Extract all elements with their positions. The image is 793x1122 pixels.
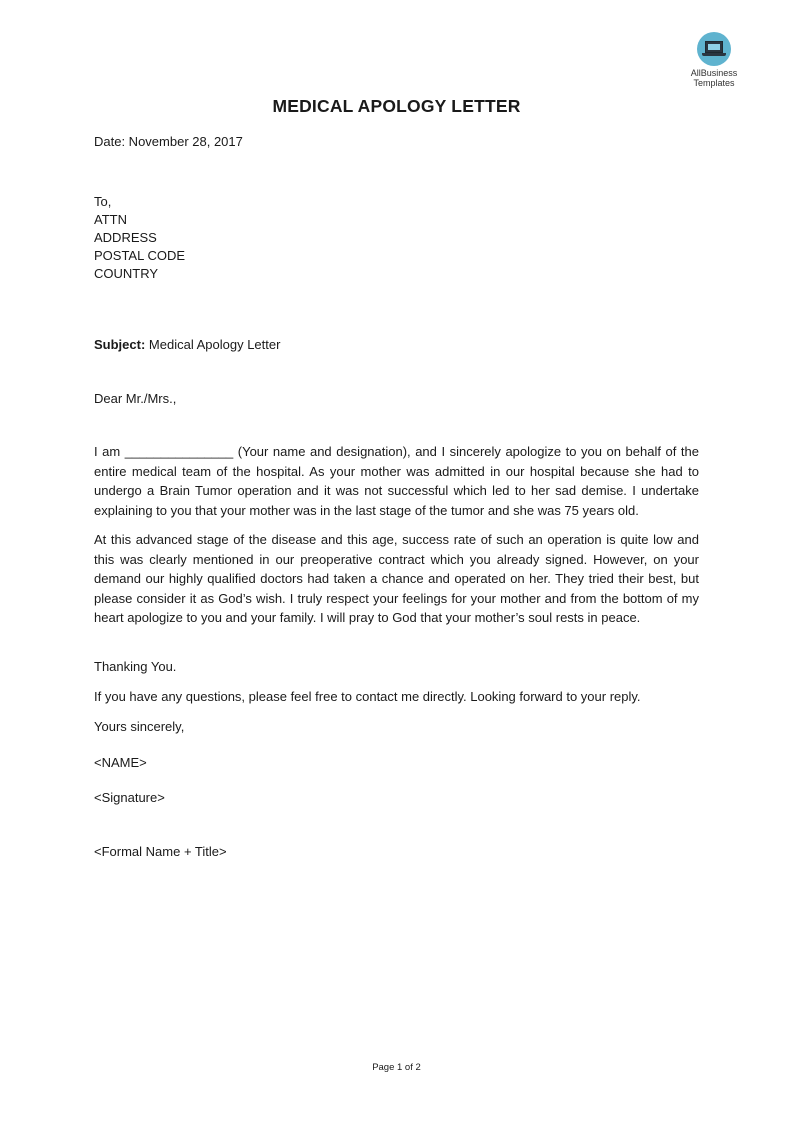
closing: Yours sincerely, xyxy=(94,719,185,734)
subject-label: Subject: xyxy=(94,337,146,352)
document-title: MEDICAL APOLOGY LETTER xyxy=(272,96,521,116)
recipient-address: ADDRESS xyxy=(94,230,157,245)
recipient-postal-code: POSTAL CODE xyxy=(94,248,186,263)
name-placeholder: <NAME> xyxy=(94,755,147,770)
recipient-country: COUNTRY xyxy=(94,266,159,281)
formal-name-placeholder: <Formal Name + Title> xyxy=(94,844,227,859)
salutation: Dear Mr./Mrs., xyxy=(94,391,177,406)
laptop-icon xyxy=(697,32,731,66)
logo-text-line1: AllBusiness xyxy=(690,68,738,78)
thanking-line: Thanking You. xyxy=(94,659,177,674)
body-paragraph-1: I am _______________ (Your name and designation), and I sincerely apologize to you on behalf of the entire medical team of the hospital. As your mother was admitted in our hospital because she had to undergo a Brain Tumor operation and it was not successful which led to her sad demise. I undertake explaining to you that your mother was in the last stage of the tumor and she was 75 years old. xyxy=(94,444,699,518)
subject-text: Medical Apology Letter xyxy=(148,337,281,352)
recipient-attn: ATTN xyxy=(94,212,127,227)
recipient-address-block xyxy=(94,193,185,283)
signature-placeholder: <Signature> xyxy=(94,790,165,805)
body-paragraph-2: At this advanced stage of the disease and this age, success rate of such an operation is quite low and this was clearly mentioned in our preoperative contract which you already signed. However, on your demand our highly qualified doctors had taken a chance and operated on her. They tried their best, but please consider it as God’s wish. I truly respect your feelings for your mother and from the bottom of my heart apologize to you and your family. I will pray to God that your mother’s soul rests in peace. xyxy=(94,532,699,625)
page-number: Page 1 of 2 xyxy=(372,1062,421,1073)
logo-text-line2: Templates xyxy=(693,78,735,88)
contact-paragraph: If you have any questions, please feel free to contact me directly. Looking forward to your reply. xyxy=(94,689,641,704)
subject-line xyxy=(94,336,280,354)
letter-date: Date: November 28, 2017 xyxy=(94,134,243,149)
brand-logo xyxy=(680,32,748,88)
recipient-to: To, xyxy=(94,194,112,209)
